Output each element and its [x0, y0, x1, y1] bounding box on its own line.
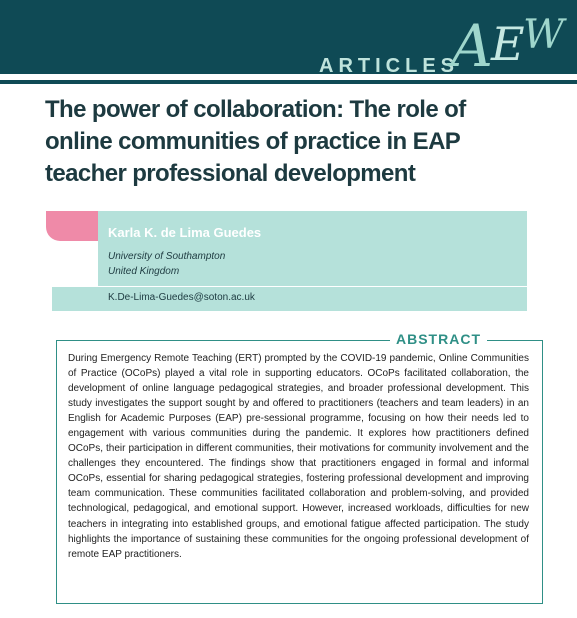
- author-box: [46, 211, 527, 311]
- article-title: The power of collaboration: The role of online communities of practice in EAP teacher professional development: [45, 96, 466, 187]
- header-stripe-bottom: [0, 80, 577, 84]
- author-email: K.De-Lima-Guedes@soton.ac.uk: [108, 292, 255, 303]
- author-name: Karla K. de Lima Guedes: [108, 225, 262, 240]
- logo-letter-w: W: [523, 12, 565, 58]
- journal-logo-icon: [447, 8, 577, 80]
- abstract-heading: ABSTRACT: [390, 331, 487, 347]
- section-label: ARTICLES: [319, 55, 459, 77]
- author-affiliation: [108, 249, 225, 279]
- affiliation-line-1: University of Southampton: [108, 251, 226, 262]
- logo-letter-e: E: [491, 17, 525, 71]
- affiliation-line-2: United Kingdom: [108, 266, 180, 277]
- abstract-heading-rule: [488, 340, 526, 341]
- abstract-text: During Emergency Remote Teaching (ERT) prompted by the COVID-19 pandemic, Online Communities of Practice (OCoPs) played a vital role in supporting educators. OCoPs facilitated collaboration, the development of online language pedagogical strategies, and broader professional development. This study investigates the support sought by and offered to practitioners (teachers and team leaders) in an English for Academic Purposes (EAP) pre-sessional programme, focusing on how their needs led to engagement with various communities during the pandemic. It explores how practitioners defined OCoPs, their participation in different communities, their motivations for community involvement and the challenges they encountered. The findings show that practitioners engaged in formal and informal OCoPs, essential for sharing pedagogical strategies, fostering professional development and improving team communication. These communities facilitated collaboration and problem-solving, and provided technological, pedagogical, and emotional support. However, increased workloads, difficulties for new teachers in integrating into established groups, and emotional fatigue affected participation. The study highlights the importance of sustaining these communities for the ongoing professional development of remote EAP practitioners.: [68, 353, 529, 560]
- logo-letter-a: A: [451, 12, 493, 80]
- author-box-accent: [46, 211, 98, 241]
